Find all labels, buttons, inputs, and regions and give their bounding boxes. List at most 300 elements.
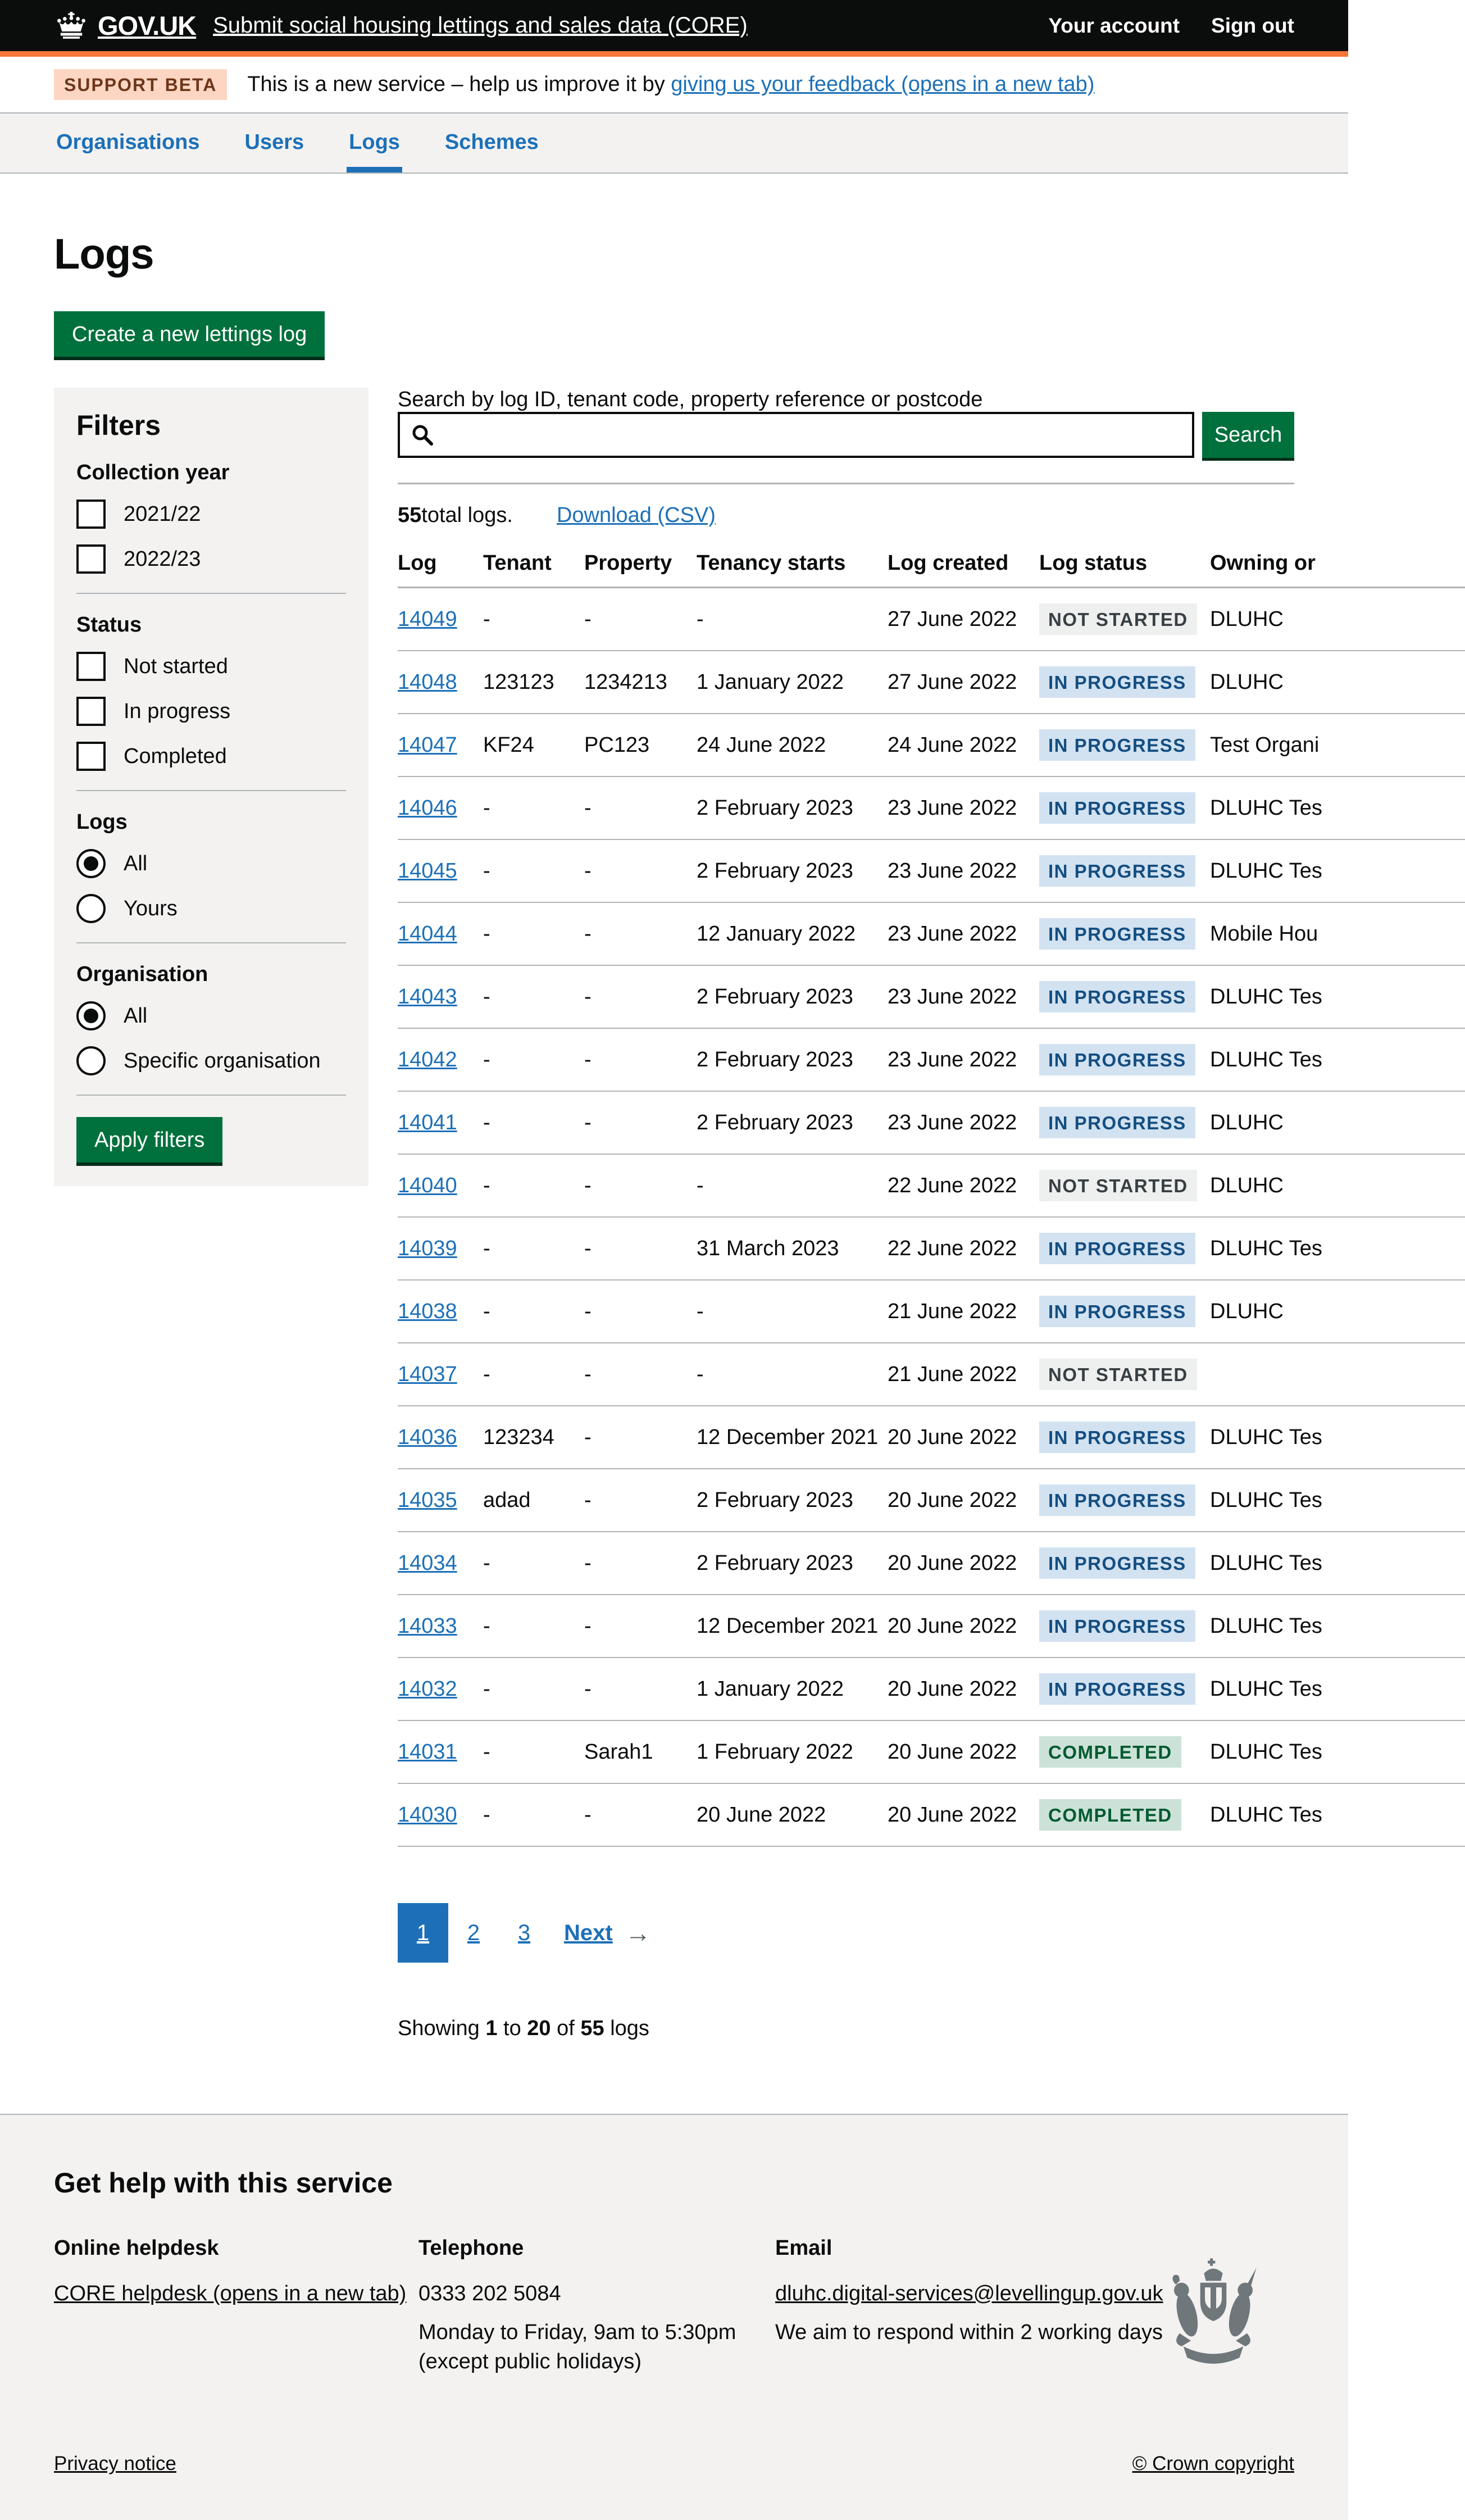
property-cell: PC123 <box>584 714 697 777</box>
owning-organisation-cell: DLUHC Tes <box>1210 1720 1465 1783</box>
log-cell <box>398 1469 483 1532</box>
owning-organisation-cell: DLUHC <box>1210 651 1465 714</box>
option-label-2021-22: 2021/22 <box>124 502 201 526</box>
privacy-notice-link[interactable]: Privacy notice <box>54 2452 176 2474</box>
option-label-all: All <box>124 1004 148 1028</box>
log-created-cell: 20 June 2022 <box>888 1595 1039 1658</box>
option-label-not-started: Not started <box>124 654 228 678</box>
site-footer <box>0 2114 1348 2520</box>
pagination-page-2[interactable]: 2 <box>467 1920 480 1945</box>
log-link[interactable]: 14036 <box>398 1425 457 1449</box>
results-section <box>398 388 1322 2041</box>
log-created-cell: 20 June 2022 <box>888 1406 1039 1469</box>
log-link[interactable]: 14030 <box>398 1802 457 1827</box>
property-cell: - <box>584 1469 697 1532</box>
phase-banner-message: This is a new service – help us improve it by <box>247 72 671 96</box>
tenant-cell: adad <box>483 1469 584 1532</box>
tenancy-starts-cell: 20 June 2022 <box>697 1783 888 1846</box>
tenant-cell: - <box>483 588 584 651</box>
helpdesk-heading: Online helpdesk <box>54 2236 219 2260</box>
table-row <box>398 1532 1465 1595</box>
tenant-cell: - <box>483 1783 584 1846</box>
nav-item-schemes[interactable]: Schemes <box>444 130 539 154</box>
log-cell <box>398 1280 483 1343</box>
table-row <box>398 651 1465 714</box>
option-label-in-progress: In progress <box>124 699 231 723</box>
status-badge-not-started: NOT STARTED <box>1039 1170 1197 1201</box>
owning-organisation-cell: DLUHC Tes <box>1210 1595 1465 1658</box>
your-account-link[interactable]: Your account <box>1048 13 1180 37</box>
table-row <box>398 1595 1465 1658</box>
filter-legend-logs: Logs <box>76 810 128 834</box>
log-status-cell <box>1039 1720 1210 1783</box>
table-row <box>398 588 1465 651</box>
log-cell <box>398 777 483 839</box>
property-cell: - <box>584 1783 697 1846</box>
property-cell: - <box>584 1217 697 1280</box>
log-created-cell: 23 June 2022 <box>888 777 1039 839</box>
status-badge-not-started: NOT STARTED <box>1039 603 1197 635</box>
tenant-cell: - <box>483 1658 584 1720</box>
header-account-nav <box>1048 14 1294 38</box>
status-badge-in-progress: IN PROGRESS <box>1039 1107 1195 1138</box>
filter-group-status <box>76 613 346 771</box>
log-cell <box>398 714 483 777</box>
results-divider <box>398 483 1294 484</box>
log-cell <box>398 1091 483 1154</box>
page-title: Logs <box>54 230 154 278</box>
radio-all-selected[interactable] <box>76 1001 106 1030</box>
property-cell: - <box>584 777 697 839</box>
telephone-heading: Telephone <box>418 2236 524 2260</box>
radio-option-specific-organisation[interactable] <box>76 1046 346 1075</box>
table-row <box>398 714 1465 777</box>
table-row <box>398 1658 1465 1720</box>
showing-summary <box>398 2017 1294 2041</box>
govuk-logo[interactable] <box>54 10 196 41</box>
tenancy-starts-cell: 12 January 2022 <box>697 902 888 965</box>
tenant-cell: - <box>483 1217 584 1280</box>
phase-banner-text <box>247 72 1094 97</box>
status-badge-in-progress: IN PROGRESS <box>1039 1422 1195 1453</box>
owning-organisation-cell: DLUHC <box>1210 1280 1465 1343</box>
footer-heading: Get help with this service <box>54 2167 393 2199</box>
tenancy-starts-cell: 2 February 2023 <box>697 1532 888 1595</box>
crown-copyright-link[interactable]: © Crown copyright <box>1132 2452 1294 2474</box>
log-link[interactable]: 14033 <box>398 1614 457 1638</box>
tenancy-starts-cell: 2 February 2023 <box>697 1091 888 1154</box>
table-row <box>398 902 1465 965</box>
telephone-hours-line2: (except public holidays) <box>418 2349 642 2373</box>
pagination-next-arrow-icon: → <box>625 1918 651 1947</box>
owning-organisation-cell: DLUHC Tes <box>1210 965 1465 1028</box>
checkbox-option-2021-22[interactable] <box>76 500 346 529</box>
column-header-owning-or: Owning or <box>1210 543 1465 588</box>
beta-tag: SUPPORT BETA <box>54 69 227 100</box>
log-status-cell <box>1039 1658 1210 1720</box>
log-cell <box>398 1028 483 1091</box>
log-link[interactable]: 14045 <box>398 859 457 883</box>
log-status-cell <box>1039 714 1210 777</box>
log-status-cell <box>1039 777 1210 839</box>
radio-yours[interactable] <box>76 894 106 923</box>
search-button[interactable]: Search <box>1202 412 1294 458</box>
status-badge-completed: COMPLETED <box>1039 1736 1181 1768</box>
showing-of: of <box>550 2017 581 2040</box>
filters-panel <box>54 388 368 1186</box>
log-status-cell <box>1039 902 1210 965</box>
log-status-cell <box>1039 1154 1210 1217</box>
tenancy-starts-cell: 1 February 2022 <box>697 1720 888 1783</box>
log-cell <box>398 1217 483 1280</box>
filter-legend-organisation: Organisation <box>76 962 208 986</box>
checkbox-2022-23[interactable] <box>76 544 106 574</box>
total-logs-text: total logs. <box>421 503 513 527</box>
log-link[interactable]: 14046 <box>398 796 457 820</box>
search-icon <box>410 423 435 450</box>
table-row <box>398 1720 1465 1783</box>
status-badge-in-progress: IN PROGRESS <box>1039 918 1195 950</box>
filter-divider <box>76 790 346 791</box>
tenancy-starts-cell: 2 February 2023 <box>697 1469 888 1532</box>
showing-total: 55 <box>580 2017 604 2040</box>
checkbox-2021-22[interactable] <box>76 500 106 529</box>
log-created-cell: 23 June 2022 <box>888 1028 1039 1091</box>
column-header-log-created: Log created <box>888 543 1039 588</box>
log-cell <box>398 1720 483 1783</box>
log-status-cell <box>1039 1406 1210 1469</box>
log-link[interactable]: 14043 <box>398 984 457 1009</box>
log-link[interactable]: 14035 <box>398 1488 457 1512</box>
log-link[interactable]: 14041 <box>398 1110 457 1134</box>
column-header-tenant: Tenant <box>483 543 584 588</box>
log-cell <box>398 1343 483 1406</box>
tenant-cell: - <box>483 839 584 902</box>
tenant-cell: - <box>483 1280 584 1343</box>
core-helpdesk-link[interactable]: CORE helpdesk (opens in a new tab) <box>54 2282 407 2305</box>
tenant-cell: - <box>483 1720 584 1783</box>
telephone-hours <box>418 2318 775 2376</box>
option-label-all: All <box>124 851 148 875</box>
log-link[interactable]: 14044 <box>398 921 457 946</box>
log-cell <box>398 1154 483 1217</box>
log-cell <box>398 965 483 1028</box>
option-label-specific-organisation: Specific organisation <box>124 1048 321 1073</box>
tenant-cell: 123234 <box>483 1406 584 1469</box>
filter-legend-status: Status <box>76 613 142 637</box>
property-cell: - <box>584 588 697 651</box>
pagination-next-link[interactable]: Next <box>564 1920 613 1945</box>
radio-option-all[interactable] <box>76 1001 346 1030</box>
log-cell <box>398 1595 483 1658</box>
option-label-2022-23: 2022/23 <box>124 547 201 571</box>
log-link[interactable]: 14042 <box>398 1047 457 1071</box>
total-logs-count: 55 <box>398 503 422 527</box>
tenant-cell: - <box>483 1154 584 1217</box>
log-created-cell: 20 June 2022 <box>888 1469 1039 1532</box>
status-badge-in-progress: IN PROGRESS <box>1039 1484 1195 1516</box>
property-cell: - <box>584 1532 697 1595</box>
log-cell <box>398 651 483 714</box>
owning-organisation-cell: DLUHC Tes <box>1210 1217 1465 1280</box>
owning-organisation-cell: DLUHC <box>1210 1091 1465 1154</box>
table-row <box>398 1028 1465 1091</box>
checkbox-in-progress[interactable] <box>76 697 106 726</box>
govuk-logo-text: GOV.UK <box>98 11 197 40</box>
showing-suffix: logs <box>604 2017 649 2040</box>
status-badge-completed: COMPLETED <box>1039 1799 1181 1831</box>
log-cell <box>398 588 483 651</box>
log-link[interactable]: 14048 <box>398 670 457 694</box>
apply-filters-button[interactable]: Apply filters <box>76 1117 222 1163</box>
checkbox-option-not-started[interactable] <box>76 652 346 681</box>
pagination <box>398 1903 1294 1963</box>
filter-divider <box>76 942 346 943</box>
checkbox-not-started[interactable] <box>76 652 106 681</box>
tenancy-starts-cell: 1 January 2022 <box>697 1658 888 1720</box>
filter-divider <box>76 593 346 594</box>
property-cell: - <box>584 902 697 965</box>
status-badge-in-progress: IN PROGRESS <box>1039 792 1195 824</box>
property-cell: - <box>584 1280 697 1343</box>
table-row <box>398 1154 1465 1217</box>
govuk-header <box>0 0 1348 57</box>
tenancy-starts-cell: - <box>697 588 888 651</box>
owning-organisation-cell: DLUHC <box>1210 588 1465 651</box>
log-created-cell: 22 June 2022 <box>888 1154 1039 1217</box>
results-summary <box>398 503 1294 528</box>
property-cell: 1234213 <box>584 651 697 714</box>
tenancy-starts-cell: 24 June 2022 <box>697 714 888 777</box>
tenant-cell: - <box>483 1028 584 1091</box>
royal-coat-of-arms-icon <box>1166 2256 1261 2372</box>
status-badge-in-progress: IN PROGRESS <box>1039 1296 1195 1327</box>
owning-organisation-cell: DLUHC Tes <box>1210 1658 1465 1720</box>
owning-organisation-cell: DLUHC Tes <box>1210 1783 1465 1846</box>
column-header-log: Log <box>398 543 483 588</box>
table-row <box>398 777 1465 839</box>
create-lettings-log-button[interactable]: Create a new lettings log <box>54 311 325 357</box>
tenancy-starts-cell: - <box>697 1343 888 1406</box>
filter-group-organisation <box>76 962 346 1075</box>
option-label-completed: Completed <box>124 744 227 768</box>
property-cell: - <box>584 1406 697 1469</box>
log-cell <box>398 1783 483 1846</box>
table-row <box>398 839 1465 902</box>
log-status-cell <box>1039 1469 1210 1532</box>
radio-option-yours[interactable] <box>76 894 346 923</box>
property-cell: - <box>584 1595 697 1658</box>
checkbox-option-in-progress[interactable] <box>76 697 346 726</box>
showing-from: 1 <box>485 2017 498 2040</box>
log-link[interactable]: 14040 <box>398 1173 457 1197</box>
log-created-cell: 21 June 2022 <box>888 1280 1039 1343</box>
tenancy-starts-cell: 12 December 2021 <box>697 1595 888 1658</box>
property-cell: - <box>584 1028 697 1091</box>
log-status-cell <box>1039 651 1210 714</box>
nav-item-organisations[interactable]: Organisations <box>56 130 200 154</box>
status-badge-in-progress: IN PROGRESS <box>1039 729 1195 761</box>
log-link[interactable]: 14034 <box>398 1551 457 1575</box>
footer-email-column <box>775 2236 1185 2386</box>
owning-organisation-cell: DLUHC Tes <box>1210 777 1465 839</box>
log-cell <box>398 1406 483 1469</box>
log-status-cell <box>1039 588 1210 651</box>
tenant-cell: - <box>483 1091 584 1154</box>
footer-telephone-column <box>418 2236 775 2386</box>
pagination-page-3[interactable]: 3 <box>517 1920 531 1945</box>
phase-banner <box>0 57 1348 113</box>
owning-organisation-cell: DLUHC Tes <box>1210 1406 1465 1469</box>
tenancy-starts-cell: - <box>697 1154 888 1217</box>
tenancy-starts-cell: 12 December 2021 <box>697 1406 888 1469</box>
log-cell <box>398 1532 483 1595</box>
log-status-cell <box>1039 1532 1210 1595</box>
feedback-link[interactable]: giving us your feedback (opens in a new tab) <box>671 72 1095 96</box>
checkbox-option-completed[interactable] <box>76 742 346 771</box>
table-row <box>398 1783 1465 1846</box>
footer-helpdesk-column <box>54 2236 418 2386</box>
telephone-number: 0333 202 5084 <box>418 2282 561 2305</box>
crown-icon <box>54 12 89 40</box>
filter-group-logs <box>76 810 346 923</box>
log-status-cell <box>1039 1595 1210 1658</box>
column-header-tenancy-starts: Tenancy starts <box>697 543 888 588</box>
log-created-cell: 27 June 2022 <box>888 588 1039 651</box>
sign-out-link[interactable]: Sign out <box>1211 13 1294 37</box>
service-name[interactable]: Submit social housing lettings and sales data (CORE) <box>213 13 748 38</box>
property-cell: - <box>584 1091 697 1154</box>
log-link[interactable]: 14049 <box>398 607 457 631</box>
logs-table <box>398 543 1465 1847</box>
log-status-cell <box>1039 965 1210 1028</box>
showing-to: 20 <box>527 2017 551 2040</box>
log-link[interactable]: 14037 <box>398 1362 457 1386</box>
log-cell <box>398 839 483 902</box>
tenant-cell: 123123 <box>483 651 584 714</box>
tenant-cell: - <box>483 1595 584 1658</box>
table-row <box>398 1280 1465 1343</box>
main-content <box>54 174 1322 2041</box>
email-link[interactable]: dluhc.digital-services@levellingup.gov.uk <box>775 2282 1163 2305</box>
property-cell: - <box>584 1658 697 1720</box>
log-link[interactable]: 14031 <box>398 1740 457 1764</box>
log-created-cell: 22 June 2022 <box>888 1217 1039 1280</box>
log-link[interactable]: 14047 <box>398 733 457 757</box>
showing-mid: to <box>497 2017 527 2040</box>
owning-organisation-cell <box>1210 1343 1465 1406</box>
property-cell: - <box>584 965 697 1028</box>
table-header-row <box>398 543 1465 588</box>
owning-organisation-cell: DLUHC <box>1210 1154 1465 1217</box>
log-created-cell: 20 June 2022 <box>888 1532 1039 1595</box>
log-cell <box>398 902 483 965</box>
tenancy-starts-cell: 1 January 2022 <box>697 651 888 714</box>
filter-divider <box>76 1095 346 1096</box>
log-created-cell: 23 June 2022 <box>888 1091 1039 1154</box>
status-badge-in-progress: IN PROGRESS <box>1039 1044 1195 1075</box>
log-created-cell: 20 June 2022 <box>888 1783 1039 1846</box>
property-cell: - <box>584 1154 697 1217</box>
log-created-cell: 23 June 2022 <box>888 839 1039 902</box>
log-status-cell <box>1039 1280 1210 1343</box>
pagination-page-1-current[interactable]: 1 <box>398 1903 448 1963</box>
download-csv-link[interactable]: Download (CSV) <box>556 503 716 527</box>
log-status-cell <box>1039 1343 1210 1406</box>
filter-group-collection-year <box>76 461 346 574</box>
table-row <box>398 1343 1465 1406</box>
column-header-log-status: Log status <box>1039 543 1210 588</box>
status-badge-in-progress: IN PROGRESS <box>1039 1547 1195 1579</box>
tenant-cell: - <box>483 902 584 965</box>
log-status-cell <box>1039 1217 1210 1280</box>
log-created-cell: 24 June 2022 <box>888 714 1039 777</box>
owning-organisation-cell: Test Organi <box>1210 714 1465 777</box>
status-badge-in-progress: IN PROGRESS <box>1039 1233 1195 1264</box>
showing-prefix: Showing <box>398 2017 486 2040</box>
property-cell: - <box>584 839 697 902</box>
owning-organisation-cell: DLUHC Tes <box>1210 839 1465 902</box>
tenancy-starts-cell: 31 March 2023 <box>697 1217 888 1280</box>
primary-nav <box>0 113 1348 174</box>
log-created-cell: 20 June 2022 <box>888 1720 1039 1783</box>
tenant-cell: - <box>483 777 584 839</box>
radio-option-all[interactable] <box>76 849 346 878</box>
log-link[interactable]: 14032 <box>398 1677 457 1701</box>
table-row <box>398 1091 1465 1154</box>
checkbox-completed[interactable] <box>76 742 106 771</box>
log-status-cell <box>1039 1091 1210 1154</box>
checkbox-option-2022-23[interactable] <box>76 544 346 574</box>
log-status-cell <box>1039 839 1210 902</box>
log-status-cell <box>1039 1028 1210 1091</box>
log-cell <box>398 1658 483 1720</box>
owning-organisation-cell: DLUHC Tes <box>1210 1532 1465 1595</box>
nav-item-logs[interactable]: Logs <box>347 113 402 172</box>
radio-specific-organisation[interactable] <box>76 1046 106 1075</box>
status-badge-in-progress: IN PROGRESS <box>1039 981 1195 1012</box>
log-created-cell: 23 June 2022 <box>888 965 1039 1028</box>
filter-legend-collection-year: Collection year <box>76 461 230 484</box>
tenancy-starts-cell: 2 February 2023 <box>697 965 888 1028</box>
table-row <box>398 1217 1465 1280</box>
property-cell: Sarah1 <box>584 1720 697 1783</box>
log-created-cell: 27 June 2022 <box>888 651 1039 714</box>
nav-item-users[interactable]: Users <box>244 130 304 154</box>
log-link[interactable]: 14038 <box>398 1299 457 1323</box>
search-label: Search by log ID, tenant code, property reference or postcode <box>398 388 983 411</box>
tenant-cell: - <box>483 965 584 1028</box>
log-status-cell <box>1039 1783 1210 1846</box>
tenancy-starts-cell: - <box>697 1280 888 1343</box>
tenancy-starts-cell: 2 February 2023 <box>697 839 888 902</box>
option-label-yours: Yours <box>124 896 178 920</box>
status-badge-in-progress: IN PROGRESS <box>1039 666 1195 698</box>
property-cell: - <box>584 1343 697 1406</box>
radio-all-selected[interactable] <box>76 849 106 878</box>
table-row <box>398 965 1465 1028</box>
log-link[interactable]: 14039 <box>398 1236 457 1260</box>
tenant-cell: - <box>483 1343 584 1406</box>
owning-organisation-cell: DLUHC Tes <box>1210 1469 1465 1532</box>
search-input[interactable] <box>398 412 1194 458</box>
log-created-cell: 23 June 2022 <box>888 902 1039 965</box>
status-badge-in-progress: IN PROGRESS <box>1039 1673 1195 1705</box>
status-badge-in-progress: IN PROGRESS <box>1039 1610 1195 1642</box>
log-created-cell: 20 June 2022 <box>888 1658 1039 1720</box>
tenancy-starts-cell: 2 February 2023 <box>697 1028 888 1091</box>
table-row <box>398 1406 1465 1469</box>
